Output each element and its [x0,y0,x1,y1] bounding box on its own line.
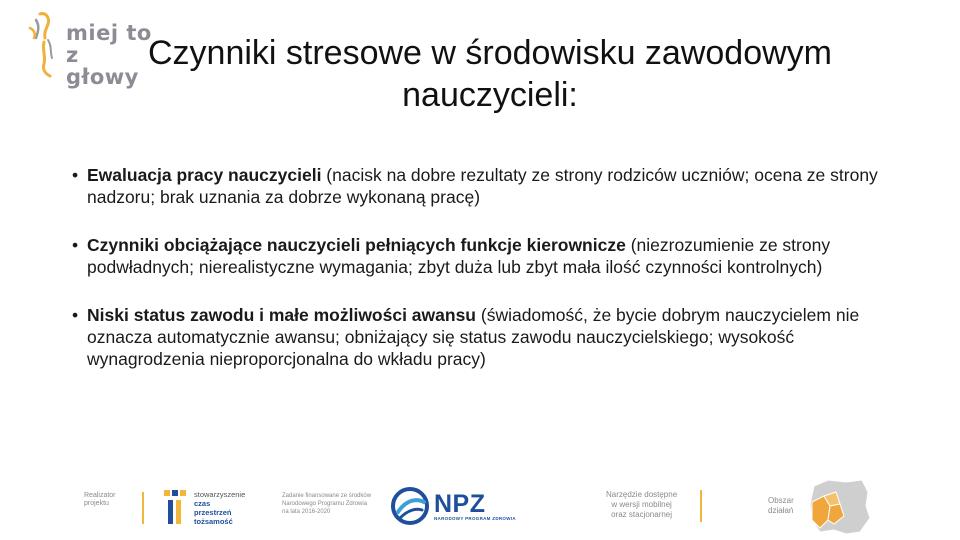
tool-line-3: oraz stacjonarnej [611,510,673,519]
npz-logo-text: NPZ [434,490,486,518]
area-line-1: Obszar [768,496,794,505]
list-item [70,304,900,370]
bullet-heading: Niski status zawodu i małe możliwości awansu [87,305,476,325]
title-line-1: Czynniki stresowe w środowisku zawodowym [147,34,832,72]
tool-line-2: w wersji mobilnej [611,500,672,509]
bullet-heading: Czynniki obciążające nauczycieli pełniących funkcje kierownicze [87,235,626,255]
funding-line-3: na lata 2016-2020 [282,509,331,515]
list-item [70,234,900,278]
org-line-3: przestrzeń [194,508,232,517]
bullet-heading: Ewaluacja pracy nauczycieli [87,165,322,185]
bullet-dot: • [72,165,79,185]
bullet-text: (niezrozumienie ze strony podwładnych; nierealistyczne wymagania; zbyt duża lub zbyt mała ilość czynności kontrolnych) [87,235,831,277]
realizator-line-2: projektu [84,500,109,507]
org-line-2: czas [194,499,211,508]
bullet-dot: • [72,235,79,255]
footer-logos [0,470,960,540]
org-line-4: tożsamość [194,517,233,526]
title-line-2: nauczycieli: [402,76,578,114]
bullet-dot: • [72,305,79,325]
area-line-2: działań [768,506,794,515]
funding-note [282,492,371,516]
organization-logo-icon [164,490,188,526]
bullet-text: (świadomość, że bycie dobrym nauczycielem nie oznacza automatycznie awansu; obniżający się status zawodu nauczycielskiego; wysokość wynagrodzenia nieproporcjonalna do wkładu pracy) [87,305,860,369]
npz-subtitle: NARODOWY PROGRAM ZDROWIA [434,516,516,521]
list-item [70,164,900,208]
tool-availability-note [606,490,677,520]
logo-line-1: miej to [66,21,152,45]
realizator-line-1: Realizator [84,492,116,499]
divider [142,492,144,524]
organization-name [194,490,245,526]
page-title [60,32,920,116]
funding-line-2: Narodowego Programu Zdrowia [282,501,368,507]
realizator-label [84,492,116,508]
funding-line-1: Zadanie finansowane ze środków [282,493,372,499]
tool-line-1: Narzędzie dostępne [606,490,678,499]
bullet-text: (nacisk na dobre rezultaty ze strony rodziców uczniów; ocena ze strony nadzoru; brak uznania za dobrze wykonaną pracę) [87,165,878,207]
poland-map-icon [806,476,872,538]
npz-globe-icon [390,486,430,526]
area-label [768,496,794,516]
bullet-list [70,164,900,396]
divider [700,490,702,522]
logo-line-2: z głowy [66,43,139,89]
org-line-1: stowarzyszenie [194,490,246,499]
